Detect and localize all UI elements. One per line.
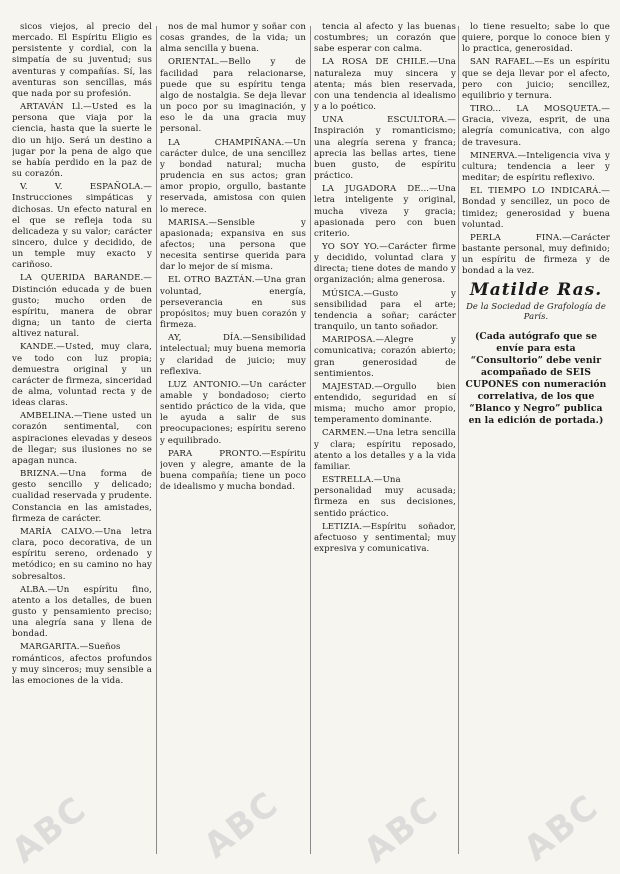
author-signature: Matilde Ras.	[469, 280, 603, 301]
paragraph: YO SOY YO.—Carácter firme y decidido, voluntad clara y directa; tiene dotes de mando y organización; alma generosa.	[314, 241, 456, 286]
paragraph: V. V. ESPAÑOLA.—Instrucciones simpáticas y dichosas. Un efecto natural en el que se refleja toda su delicadeza y su valor; carácter sincero, dulce y decidido, de un temple muy exacto y cariñoso.	[12, 182, 152, 271]
paragraph: CARMEN.—Una letra sencilla y clara; espíritu reposado, atento a los detalles y a la vida familiar.	[314, 428, 456, 472]
paragraph: LUZ ANTONIO.—Un carácter amable y bondadoso; cierto sentido práctico de la vida, que le ayuda a salir de sus preocupaciones; espíritu sereno y equilibrado.	[160, 379, 306, 446]
paragraph: UNA ESCULTORA.—Inspiración y romanticismo; una alegría serena y franca; aprecia las bellas artes, tiene buen gusto, de espíritu práctico.	[314, 115, 456, 182]
paragraph: sicos viejos, al precio del mercado. El Espíritu Eligio es persistente y cordial, con la simpatía de su juventud; sus aventuras y compañías. Sí, las aventuras son sencillas, más que nada por su profesión.	[12, 22, 152, 99]
paragraph: MARISA.—Sensible y apasionada; expansiva en sus afectos; una persona que necesita sentirse querida para dar lo mejor de sí misma.	[160, 217, 306, 273]
paragraph: PARA PRONTO.—Espíritu joven y alegre, amante de la buena compañía; tiene un poco de idealismo y mucha bondad.	[160, 448, 306, 493]
paragraph: EL TIEMPO LO INDICARÁ.—Bondad y sencillez, un poco de timidez; generosidad y buena voluntad.	[462, 186, 610, 230]
abc-watermark: ABC	[516, 786, 607, 870]
paragraph: LA CHAMPIÑANA.—Un carácter dulce, de una sencillez y bondad natural; mucha prudencia en sus actos; gran amor propio, orgullo, bastante reservada, amistosa con quien lo merece.	[160, 137, 306, 215]
paragraph: LETIZIA.—Espíritu soñador, afectuoso y sentimental; muy expresiva y comunicativa.	[314, 521, 456, 555]
paragraph: MAJESTAD.—Orgullo bien entendido, seguridad en sí misma; mucho amor propio, temperamento dominante.	[314, 381, 456, 426]
paragraph: tencia al afecto y las buenas costumbres; un corazón que sabe esperar con calma.	[314, 22, 456, 55]
paragraph: TIRO... LA MOSQUETA.—Gracia, viveza, esprit, de una alegría comunicativa, con algo de travesura.	[462, 104, 610, 148]
paragraph: AMBELINA.—Tiene usted un corazón sentimental, con aspiraciones elevadas y deseos de llegar; sus ilusiones no se apagan nunca.	[12, 411, 152, 466]
abc-watermark: ABC	[4, 788, 95, 872]
column-divider	[458, 26, 459, 854]
submission-note: (Cada autógrafo que se envíe para esta “Consultorio” debe venir acompañado de SEIS CUPONES con numeración correlativa, de los que “Blanco y Negro” publica en la edición de portada.)	[465, 330, 607, 426]
paragraph: MÚSICA.—Gusto y sensibilidad para el arte; tendencia a soñar; carácter tranquilo, un tanto soñador.	[314, 288, 456, 333]
text-column-3	[314, 22, 456, 856]
paragraph: MINERVA.—Inteligencia viva y cultura; tendencia a leer y meditar; de espíritu reflexivo.	[462, 150, 610, 184]
paragraph: nos de mal humor y soñar con cosas grandes, de la vida; un alma sencilla y buena.	[160, 22, 306, 55]
paragraph: KANDE.—Usted, muy clara, ve todo con luz propia; demuestra original y un carácter de firmeza, sinceridad de alma, voluntad recta y de ideas claras.	[12, 342, 152, 409]
paragraph: ORIENTAL.—Bello y de facilidad para relacionarse, puede que su espíritu tenga algo de nostalgia. Se deja llevar un poco por su imaginación, y eso le da una gracia muy personal.	[160, 57, 306, 135]
text-column-4	[462, 22, 610, 856]
text-column-1	[12, 22, 152, 856]
paragraph: ESTRELLA.—Una personalidad muy acusada; firmeza en sus decisiones, sentido práctico.	[314, 475, 456, 519]
paragraph: MARÍA CALVO.—Una letra clara, poco decorativa, de un espíritu sereno, ordenado y metódico; en su camino no hay sobresaltos.	[12, 526, 152, 582]
paragraph: ARTAVÁN Ll.—Usted es la persona que viaja por la ciencia, hasta que la suerte le dio un hijo. Será un destino a jugar por la pena de algo que se había perdido en la paz de su corazón.	[12, 102, 152, 180]
paragraph: LA JUGADORA DE...—Una letra inteligente y original, mucha viveza y gracia; apasionada pero con buen criterio.	[314, 184, 456, 239]
paragraph: EL OTRO BAZTÁN.—Una gran voluntad, energía, perseverancia en sus propósitos; muy buen corazón y firmeza.	[160, 275, 306, 331]
paragraph: MARIPOSA.—Alegre y comunicativa; corazón abierto; gran generosidad de sentimientos.	[314, 335, 456, 379]
paragraph: AY, DÍA.—Sensibilidad intelectual; muy buena memoria y claridad de juicio; muy reflexiva.	[160, 333, 306, 377]
paragraph: PERLA FINA.—Carácter bastante personal, muy definido; un espíritu de firmeza y de bondad a la vez.	[462, 232, 610, 277]
paragraph: SAN RAFAEL.—Es un espíritu que se deja llevar por el afecto, pero con juicio; sencillez, equilibrio y ternura.	[462, 57, 610, 101]
column-divider	[156, 26, 157, 854]
paragraph: BRIZNA.—Una forma de gesto sencillo y delicado; cualidad reservada y prudente. Constancia en las amistades, firmeza de carácter.	[12, 469, 152, 524]
author-affiliation: De la Sociedad de Grafología de París.	[466, 300, 606, 321]
paragraph: LA QUERIDA BARANDE.—Distinción educada y de buen gusto; mucho orden de espíritu, manera de obrar digna; un tanto de cierta altivez natural.	[12, 273, 152, 340]
text-column-2	[160, 22, 306, 856]
column-divider	[310, 26, 311, 854]
paragraph: MARGARITA.—Sueños románticos, afectos profundos y muy sinceros; muy sensible a las emociones de la vida.	[12, 642, 152, 686]
paragraph: lo tiene resuelto; sabe lo que quiere, porque lo conoce bien y lo practica, generosidad.	[462, 22, 610, 55]
abc-watermark: ABC	[196, 783, 287, 867]
abc-watermark: ABC	[356, 788, 447, 872]
paragraph: LA ROSA DE CHILE.—Una naturaleza muy sincera y atenta; más bien reservada, con una tendencia al idealismo y a lo poético.	[314, 57, 456, 113]
paragraph: ALBA.—Un espíritu fino, atento a los detalles, de buen gusto y pensamiento preciso; una alegría sana y llena de bondad.	[12, 584, 152, 640]
